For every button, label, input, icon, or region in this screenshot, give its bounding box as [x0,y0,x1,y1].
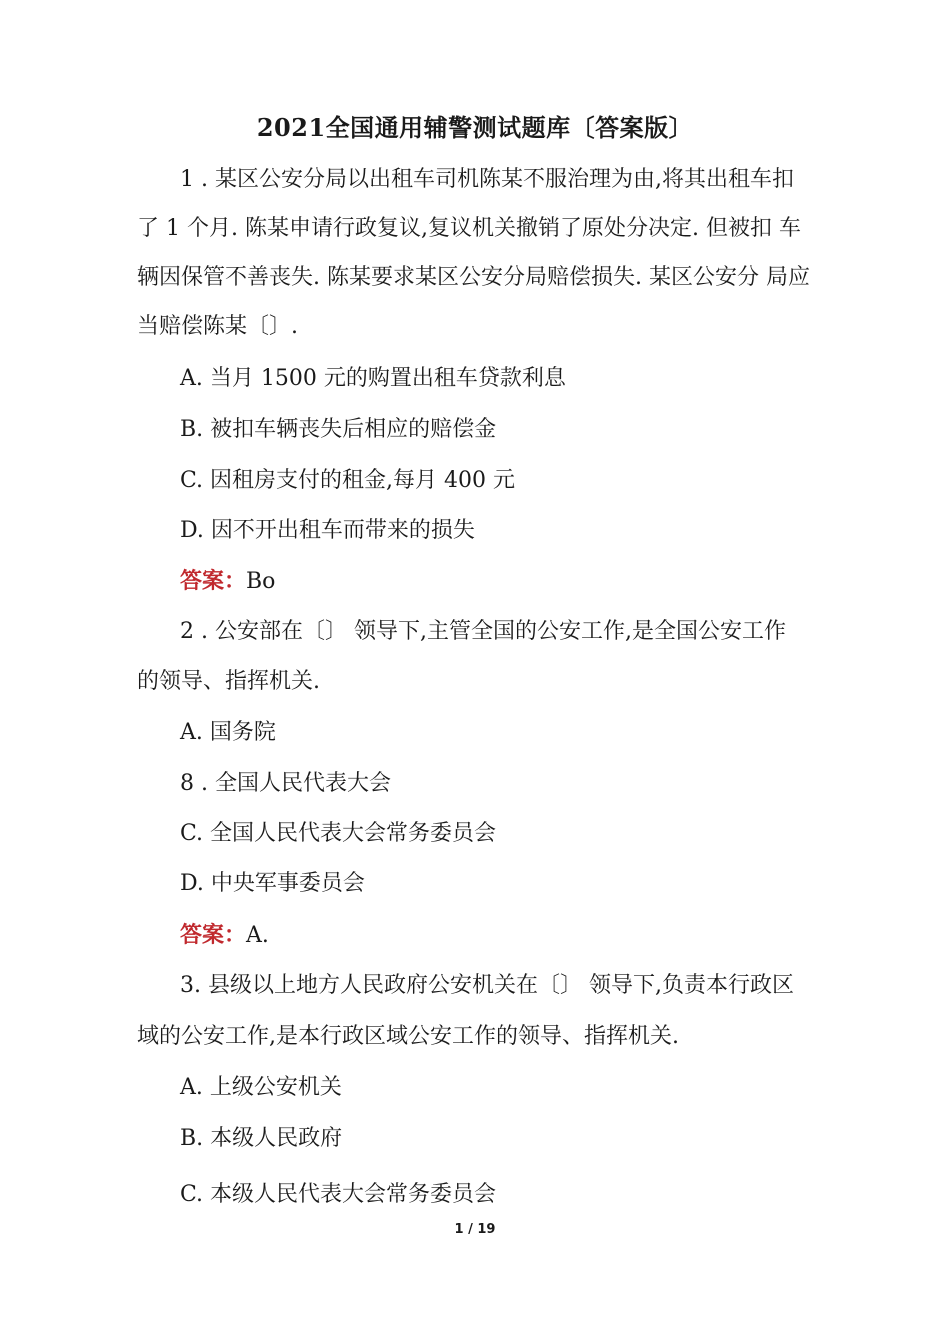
answer-value: A. [246,923,269,948]
question-2-answer [180,920,269,951]
question-1-option-a: A. 当月 1500 元的购置出租车贷款利息 [180,366,566,391]
question-2-stem-line-1: 2 . 公安部在〔〕 领导下,主管全国的公安工作,是全国公安工作 [180,619,786,644]
question-3-option-b: B. 本级人民政府 [180,1126,343,1151]
question-1-stem-line-2: 了 1 个月. 陈某申请行政复议,复议机关撤销了原处分决定. 但被扣 车 [137,216,801,241]
question-1-answer [180,566,275,597]
question-1-option-b: B. 被扣车辆丧失后相应的赔偿金 [180,417,497,442]
question-2-option-b: 8 . 全国人民代表大会 [180,771,391,796]
answer-value: Bo [246,569,276,594]
question-2-option-c: C. 全国人民代表大会常务委员会 [180,821,497,846]
question-1-stem-line-3: 辆因保管不善丧失. 陈某要求某区公安分局赔偿损失. 某区公安分 局应 [137,265,810,290]
page-number: 1 / 19 [454,1222,496,1237]
question-3-option-c: C. 本级人民代表大会常务委员会 [180,1182,497,1207]
question-2-stem-line-2: 的领导、指挥机关. [137,669,320,694]
answer-label: 答案： [180,922,247,948]
document-title: 2021全国通用辅警测试题库〔答案版〕 [256,113,694,142]
question-1-stem-line-4: 当赔偿陈某〔〕. [137,314,298,339]
question-2-option-a: A. 国务院 [180,720,276,745]
question-1-option-d: D. 因不开出租车而带来的损失 [180,518,475,543]
question-3-option-a: A. 上级公安机关 [180,1075,342,1100]
question-2-option-d: D. 中央军事委员会 [180,871,365,896]
question-3-stem-line-2: 域的公安工作,是本行政区域公安工作的领导、指挥机关. [137,1024,679,1049]
question-3-stem-line-1: 3. 县级以上地方人民政府公安机关在〔〕 领导下,负责本行政区 [180,973,794,998]
answer-label: 答案： [180,568,247,594]
question-1-stem-line-1: 1 . 某区公安分局以出租车司机陈某不服治理为由,将其出租车扣 [180,167,794,192]
question-1-option-c: C. 因租房支付的租金,每月 400 元 [180,468,516,493]
